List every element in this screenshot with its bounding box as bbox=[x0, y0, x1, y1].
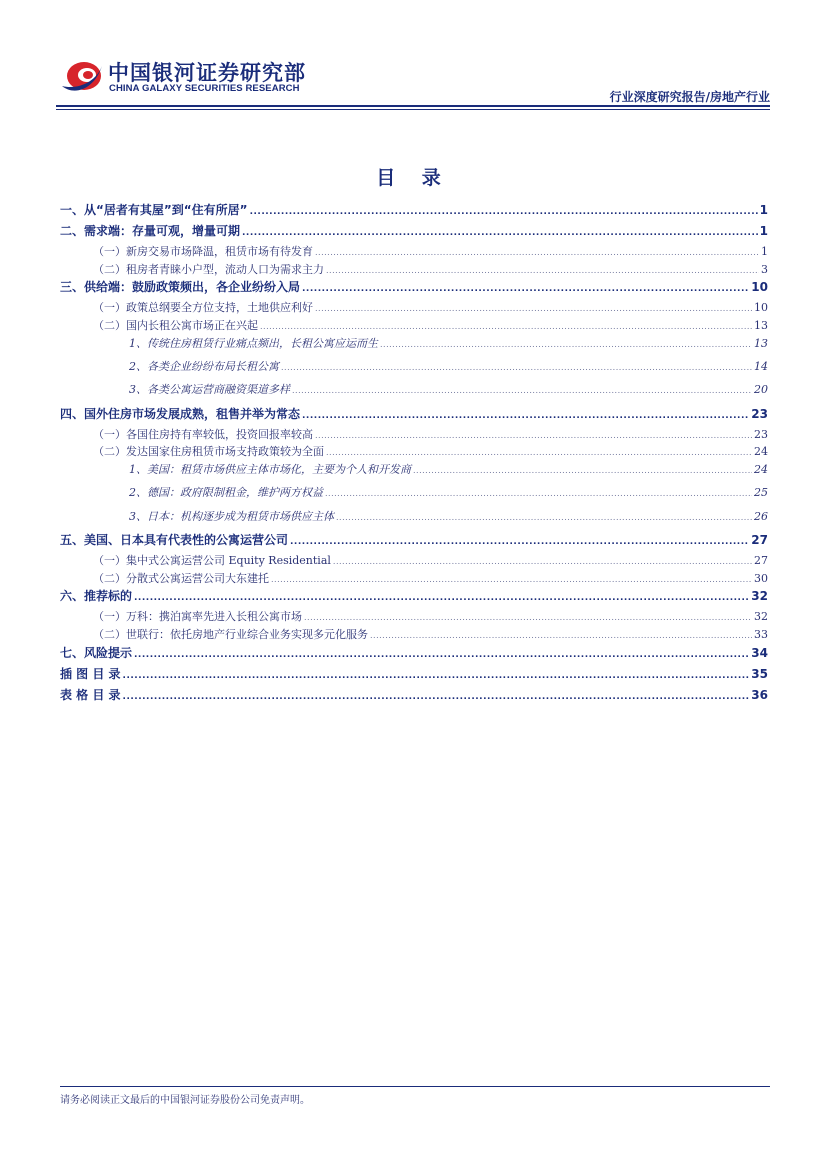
toc-entry-label: （二）租房者青睐小户型，流动人口为需求主力 bbox=[93, 262, 324, 276]
toc-entry-page: 13 bbox=[754, 319, 768, 333]
toc-entry-page: 1 bbox=[759, 224, 768, 238]
footer-divider bbox=[60, 1086, 770, 1087]
toc-entry[interactable] bbox=[60, 358, 768, 381]
toc-entry-label: 3、各类公寓运营商融资渠道多样 bbox=[129, 383, 290, 397]
toc-entry-label: （二）分散式公寓运营公司大东建托 bbox=[93, 571, 269, 585]
toc-entry-label: 七、风险提示 bbox=[60, 645, 133, 660]
toc-entry-label: （一）集中式公寓运营公司 Equity Residential bbox=[93, 553, 331, 567]
toc-entry[interactable] bbox=[60, 381, 768, 404]
toc-leader-dots bbox=[123, 671, 750, 681]
header-divider bbox=[56, 105, 770, 110]
toc-entry[interactable] bbox=[60, 443, 768, 461]
toc-entry[interactable] bbox=[60, 608, 768, 626]
toc-entry-page: 20 bbox=[754, 383, 768, 397]
toc-entry-label: （一）各国住房持有率较低，投资回报率较高 bbox=[93, 427, 313, 441]
table-of-contents bbox=[60, 201, 768, 707]
toc-leader-dots bbox=[271, 575, 752, 584]
toc-entry-page: 14 bbox=[754, 360, 768, 374]
toc-leader-dots bbox=[123, 692, 750, 702]
toc-entry-page: 10 bbox=[754, 301, 768, 315]
toc-entry[interactable] bbox=[60, 261, 768, 279]
toc-entry-label: （一）政策总纲要全方位支持，土地供应利好 bbox=[93, 301, 313, 315]
toc-entry-label: 1、传统住房租赁行业痛点频出，长租公寓应运而生 bbox=[129, 336, 378, 350]
toc-entry[interactable] bbox=[60, 243, 768, 261]
toc-entry[interactable] bbox=[60, 335, 768, 358]
toc-leader-dots bbox=[333, 557, 752, 566]
toc-entry-label: 2、各类企业纷纷布局长租公寓 bbox=[129, 360, 279, 374]
toc-leader-dots bbox=[250, 207, 758, 217]
toc-entry-page: 23 bbox=[754, 427, 768, 441]
toc-entry-page: 27 bbox=[751, 532, 768, 547]
toc-entry[interactable] bbox=[60, 405, 768, 426]
page-header bbox=[0, 0, 827, 110]
toc-leader-dots bbox=[380, 340, 752, 349]
toc-entry-label: 四、国外住房市场发展成熟，租售并举为常态 bbox=[60, 406, 301, 421]
toc-leader-dots bbox=[134, 593, 749, 603]
toc-leader-dots bbox=[302, 284, 749, 294]
toc-entry-page: 26 bbox=[754, 509, 768, 523]
toc-entry-page: 13 bbox=[754, 336, 768, 350]
toc-entry[interactable] bbox=[60, 278, 768, 299]
toc-entry-label: 二、需求端：存量可观，增量可期 bbox=[60, 224, 241, 238]
toc-entry[interactable] bbox=[60, 508, 768, 531]
toc-entry-label: （二）国内长租公寓市场正在兴起 bbox=[93, 319, 258, 333]
toc-entry[interactable] bbox=[60, 222, 768, 243]
toc-entry-page: 25 bbox=[754, 486, 768, 500]
toc-leader-dots bbox=[326, 448, 752, 457]
report-type: 行业深度研究报告/房地产行业 bbox=[609, 90, 770, 104]
toc-entry-page: 10 bbox=[751, 280, 768, 295]
toc-entry-label: 一、从“居者有其屋”到“住有所居” bbox=[60, 203, 248, 217]
toc-leader-dots bbox=[315, 248, 759, 257]
toc-entry[interactable] bbox=[60, 484, 768, 507]
toc-leader-dots bbox=[326, 266, 759, 275]
toc-entry-label: （二）发达国家住房租赁市场支持政策较为全面 bbox=[93, 445, 324, 459]
toc-entry[interactable] bbox=[60, 461, 768, 484]
toc-entry-page: 34 bbox=[751, 645, 768, 660]
brand-name-en: CHINA GALAXY SECURITIES RESEARCH bbox=[109, 83, 300, 94]
toc-entry-label: 插 图 目 录 bbox=[60, 666, 121, 681]
toc-title: 目 录 bbox=[376, 167, 451, 189]
toc-leader-dots bbox=[302, 411, 749, 421]
toc-entry-page: 24 bbox=[754, 463, 768, 477]
toc-entry[interactable] bbox=[60, 531, 768, 552]
toc-entry-label: 五、美国、日本具有代表性的公寓运营公司 bbox=[60, 532, 289, 547]
footer-disclaimer: 请务必阅读正文最后的中国银河证券股份公司免责声明。 bbox=[60, 1095, 310, 1106]
toc-entry[interactable] bbox=[60, 552, 768, 570]
toc-leader-dots bbox=[315, 431, 752, 440]
toc-leader-dots bbox=[292, 386, 752, 395]
toc-entry[interactable] bbox=[60, 317, 768, 335]
toc-entry-page: 33 bbox=[754, 627, 768, 641]
toc-entry[interactable] bbox=[60, 665, 768, 686]
toc-entry-label: （一）新房交易市场降温，租赁市场有待发育 bbox=[93, 245, 313, 258]
toc-entry[interactable] bbox=[60, 201, 768, 222]
toc-entry-page: 1 bbox=[761, 245, 768, 258]
brand-name-cn: 中国银河证券研究部 bbox=[108, 61, 306, 85]
toc-leader-dots bbox=[242, 228, 758, 238]
toc-entry-page: 32 bbox=[751, 589, 768, 604]
toc-entry-page: 27 bbox=[754, 553, 768, 567]
toc-entry-label: （二）世联行：依托房地产行业综合业务实现多元化服务 bbox=[93, 627, 368, 641]
toc-entry-label: （一）万科：携泊寓率先进入长租公寓市场 bbox=[93, 610, 302, 624]
toc-entry-page: 3 bbox=[761, 262, 768, 276]
toc-entry-label: 表 格 目 录 bbox=[60, 687, 121, 702]
toc-leader-dots bbox=[370, 631, 752, 640]
toc-entry-page: 23 bbox=[751, 406, 768, 421]
toc-entry-page: 1 bbox=[759, 203, 768, 217]
toc-leader-dots bbox=[260, 322, 752, 331]
toc-leader-dots bbox=[290, 537, 749, 547]
toc-entry[interactable] bbox=[60, 570, 768, 588]
toc-entry-page: 30 bbox=[754, 571, 768, 585]
toc-entry[interactable] bbox=[60, 426, 768, 444]
toc-entry-label: 三、供给端：鼓励政策频出，各企业纷纷入局 bbox=[60, 280, 301, 295]
toc-entry-label: 六、推荐标的 bbox=[60, 589, 133, 604]
toc-entry[interactable] bbox=[60, 626, 768, 644]
toc-leader-dots bbox=[315, 304, 752, 313]
toc-leader-dots bbox=[304, 613, 752, 622]
galaxy-logo-icon bbox=[60, 56, 104, 96]
toc-entry-label: 1、美国：租赁市场供应主体市场化，主要为个人和开发商 bbox=[129, 463, 411, 477]
toc-entry-page: 35 bbox=[751, 666, 768, 681]
toc-entry-page: 36 bbox=[751, 687, 768, 702]
toc-entry[interactable] bbox=[60, 299, 768, 317]
toc-entry[interactable] bbox=[60, 644, 768, 665]
toc-leader-dots bbox=[336, 513, 752, 522]
toc-entry-label: 3、日本：机构逐步成为租赁市场供应主体 bbox=[129, 509, 334, 523]
toc-entry-page: 32 bbox=[754, 610, 768, 624]
toc-entry[interactable] bbox=[60, 686, 768, 707]
toc-entry[interactable] bbox=[60, 587, 768, 608]
toc-leader-dots bbox=[413, 466, 752, 475]
toc-entry-page: 24 bbox=[754, 445, 768, 459]
toc-entry-label: 2、德国：政府限制租金，维护两方权益 bbox=[129, 486, 323, 500]
toc-leader-dots bbox=[134, 650, 749, 660]
toc-leader-dots bbox=[281, 363, 752, 372]
toc-leader-dots bbox=[325, 489, 752, 498]
